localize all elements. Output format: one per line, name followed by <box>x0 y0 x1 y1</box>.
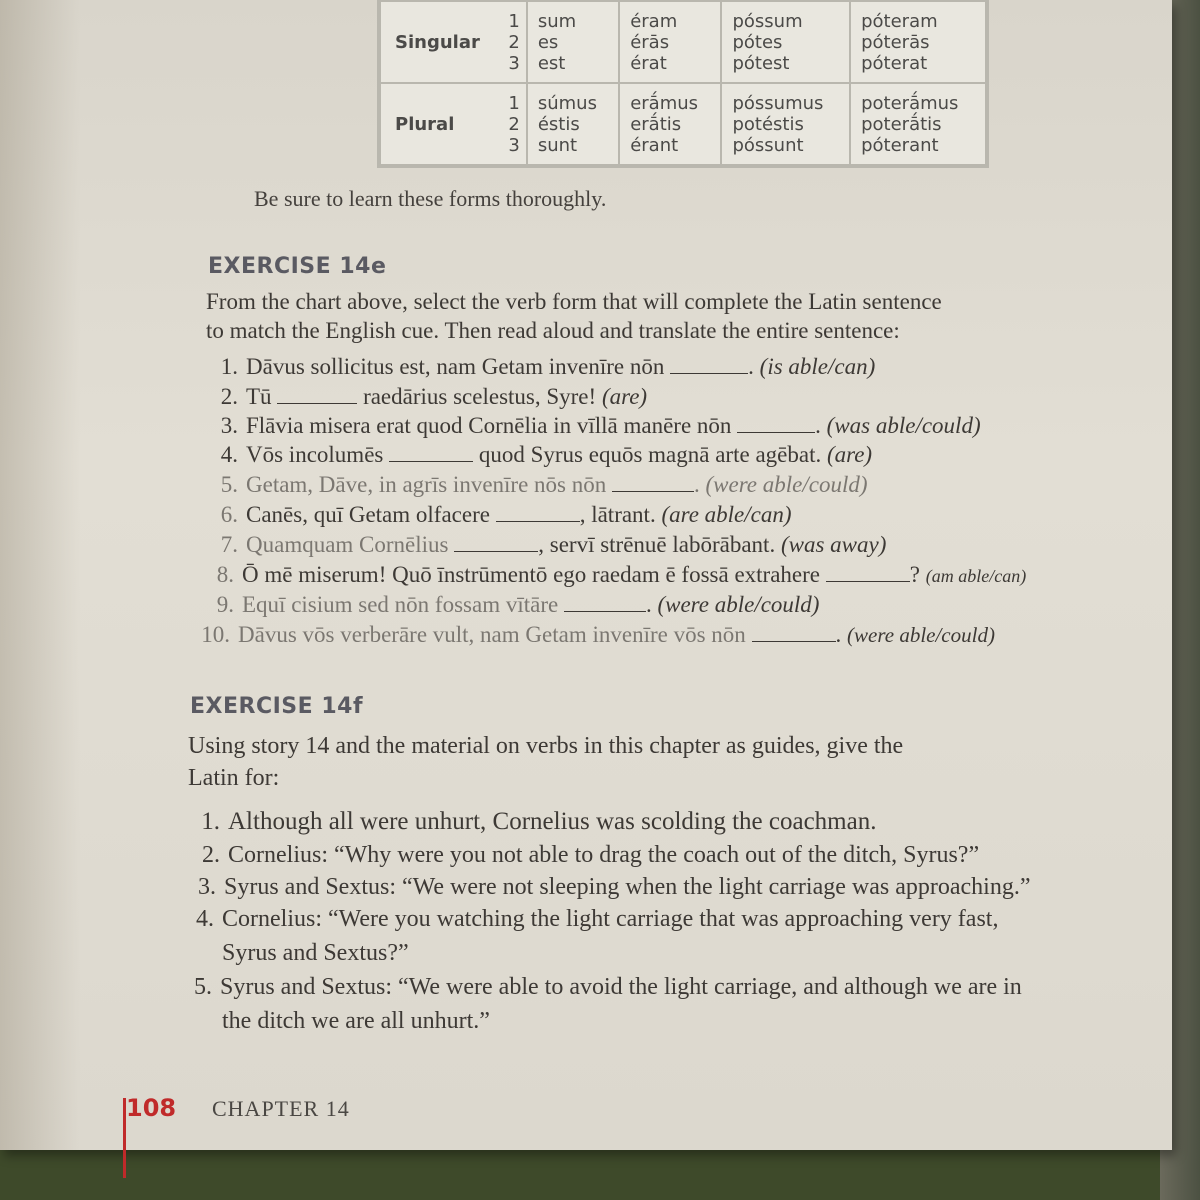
item-text: Dāvus sollicitus est, nam Getam invenīre nōn <box>246 354 665 379</box>
person-numbers <box>490 83 527 165</box>
exercise-14e-title: EXERCISE 14e <box>208 254 387 279</box>
item-text-end: . <box>815 413 821 438</box>
item-text-end: raedārius scelestus, Syre! <box>363 384 597 409</box>
exercise-item <box>204 532 886 558</box>
page-number: 108 <box>126 1094 177 1122</box>
verb-form: érās <box>630 31 670 53</box>
verb-form: póssunt <box>732 134 804 156</box>
exercise-item <box>204 442 872 468</box>
exercise-14e-instruction-line: From the chart above, select the verb form that will complete the Latin sentence <box>206 289 942 314</box>
item-text-end: quod Syrus equōs magnā arte agēbat. <box>478 442 822 467</box>
person-numbers <box>490 1 527 83</box>
table-row-plural <box>380 83 986 165</box>
verb-form: potéstis <box>732 113 804 135</box>
exercise-item <box>196 622 995 648</box>
answer-blank[interactable] <box>752 625 836 642</box>
chapter-label: CHAPTER 14 <box>212 1096 350 1121</box>
study-note: Be sure to learn these forms thoroughly. <box>254 186 607 211</box>
item-text: Vōs incolumēs <box>246 442 384 467</box>
english-cue: (was able/could) <box>826 413 981 438</box>
item-text: Canēs, quī Getam olfacere <box>246 502 490 527</box>
answer-blank[interactable] <box>277 387 357 404</box>
verb-form: póterās <box>861 31 930 53</box>
english-cue: (were able/could) <box>705 472 868 497</box>
verb-form: pótes <box>732 31 783 53</box>
verb-form: póssumus <box>732 92 824 114</box>
exercise-item <box>200 592 819 618</box>
english-cue: (are) <box>601 384 648 409</box>
person-number: 3 <box>508 52 520 74</box>
item-text: Getam, Dāve, in agrīs invenīre nōs nōn <box>246 472 607 497</box>
exercise-item <box>204 472 868 498</box>
answer-blank[interactable] <box>826 565 910 582</box>
item-text: Flāvia misera erat quod Cornēlia in vīllā manēre nōn <box>246 413 732 438</box>
item-text: Syrus and Sextus: “We were not sleeping when the light carriage was approaching.” <box>224 874 1031 900</box>
person-number: 1 <box>508 10 520 32</box>
answer-blank[interactable] <box>496 505 580 522</box>
exercise-14e-instruction-line: to match the English cue. Then read aloud and translate the entire sentence: <box>206 318 900 343</box>
item-number: 10. <box>201 622 230 647</box>
verb-form: sum <box>537 10 577 32</box>
verb-form: erā́tis <box>630 113 682 135</box>
verb-form: póterat <box>861 52 928 74</box>
english-cue: (are able/can) <box>661 502 792 527</box>
verb-form: poterā́mus <box>861 92 959 114</box>
verb-form: éstis <box>537 113 580 135</box>
item-number: 2. <box>220 384 238 409</box>
verb-form: érat <box>630 52 667 74</box>
verb-form: érant <box>630 134 679 156</box>
item-text-end: . <box>645 592 652 617</box>
item-text-end: ? <box>909 562 920 587</box>
verb-form: es <box>537 31 559 53</box>
item-number: 1. <box>220 354 238 379</box>
item-text: Syrus and Sextus: “We were able to avoid the light carriage, and although we are in <box>220 974 1022 1000</box>
verb-form: póteram <box>861 10 938 32</box>
item-number: 1. <box>201 808 220 835</box>
person-number: 1 <box>508 92 520 114</box>
exercise-item <box>204 354 875 380</box>
exercise-item <box>200 562 1026 588</box>
exercise-item <box>204 502 792 528</box>
exercise-14f-title: EXERCISE 14f <box>190 694 364 719</box>
item-number: 7. <box>220 532 238 557</box>
item-text-end: . <box>835 622 842 647</box>
item-number: 5. <box>194 974 212 1000</box>
table-cell <box>721 1 850 83</box>
table-cell <box>850 1 986 83</box>
table-cell <box>619 83 721 165</box>
table-cell <box>527 83 619 165</box>
exercise-item <box>204 384 647 410</box>
english-cue: (are) <box>826 442 873 467</box>
verb-form: éram <box>630 10 678 32</box>
english-cue: (was away) <box>780 532 887 557</box>
person-number: 2 <box>508 31 520 53</box>
item-text: Quamquam Cornēlius <box>246 532 449 557</box>
item-number: 4. <box>196 906 214 932</box>
person-number: 3 <box>508 134 520 156</box>
item-text-end: . <box>748 354 754 379</box>
answer-blank[interactable] <box>454 535 538 552</box>
verb-form: erā́mus <box>630 92 699 114</box>
table-cell <box>527 1 619 83</box>
translation-item <box>178 974 1022 1001</box>
verb-form: pótest <box>732 52 790 74</box>
translation-item <box>180 906 998 933</box>
exercise-item <box>204 413 981 439</box>
english-cue: (is able/can) <box>759 354 876 379</box>
verb-form: sunt <box>537 134 578 156</box>
translation-item <box>182 874 1030 901</box>
page-shadow <box>0 0 80 1150</box>
person-number: 2 <box>508 113 520 135</box>
english-cue: (were able/could) <box>657 592 820 617</box>
table-cell <box>619 1 721 83</box>
item-number: 3. <box>198 874 216 900</box>
item-text-end: , lātrant. <box>579 502 656 527</box>
verb-form: póssum <box>732 10 803 32</box>
conjugation-grid <box>379 0 987 166</box>
item-number: 9. <box>216 592 234 617</box>
item-text: Dāvus vōs verberāre vult, nam Getam invenīre vōs nōn <box>238 622 746 647</box>
english-cue: (am able/can) <box>925 566 1027 586</box>
verb-form: póterant <box>861 134 939 156</box>
item-text: Equī cisium sed nōn fossam vītāre <box>242 592 559 617</box>
verb-form: est <box>537 52 566 74</box>
row-label: Plural <box>380 83 490 165</box>
item-text: Cornelius: “Were you watching the light carriage that was approaching very fast, <box>222 906 999 932</box>
item-number: 6. <box>220 502 238 527</box>
item-number: 2. <box>202 842 220 868</box>
item-number: 8. <box>216 562 234 587</box>
item-number: 3. <box>220 413 238 438</box>
answer-blank[interactable] <box>612 475 694 492</box>
item-text-end: , servī strēnuē labōrābant. <box>538 532 776 557</box>
exercise-14f-instruction-line: Using story 14 and the material on verbs in this chapter as guides, give the <box>188 733 904 759</box>
translation-item <box>186 808 876 836</box>
item-text-end: . <box>694 472 700 497</box>
answer-blank[interactable] <box>670 357 748 374</box>
item-number: 5. <box>220 472 238 497</box>
conjugation-table <box>377 0 989 168</box>
table-cell <box>721 83 850 165</box>
item-number: 4. <box>220 442 238 467</box>
translation-item-continued: Syrus and Sextus?” <box>222 940 409 966</box>
translation-item-continued: the ditch we are all unhurt.” <box>222 1008 490 1034</box>
table-cell <box>850 83 986 165</box>
table-row-singular <box>380 1 986 83</box>
verb-form: súmus <box>537 92 597 114</box>
item-text: Ō mē miserum! Quō īnstrūmentō ego raedam ē fossā extrahere <box>242 562 820 587</box>
translation-item <box>186 842 979 869</box>
row-label: Singular <box>380 1 490 83</box>
item-text: Tū <box>246 384 272 409</box>
english-cue: (were able/could) <box>847 623 995 647</box>
answer-blank[interactable] <box>737 416 815 433</box>
item-text: Although all were unhurt, Cornelius was scolding the coachman. <box>228 808 877 835</box>
exercise-14f-instruction-line: Latin for: <box>188 765 280 791</box>
item-text: Cornelius: “Why were you not able to drag the coach out of the ditch, Syrus?” <box>228 842 980 868</box>
answer-blank[interactable] <box>389 445 473 462</box>
verb-form: poterā́tis <box>861 113 942 135</box>
answer-blank[interactable] <box>564 595 646 612</box>
